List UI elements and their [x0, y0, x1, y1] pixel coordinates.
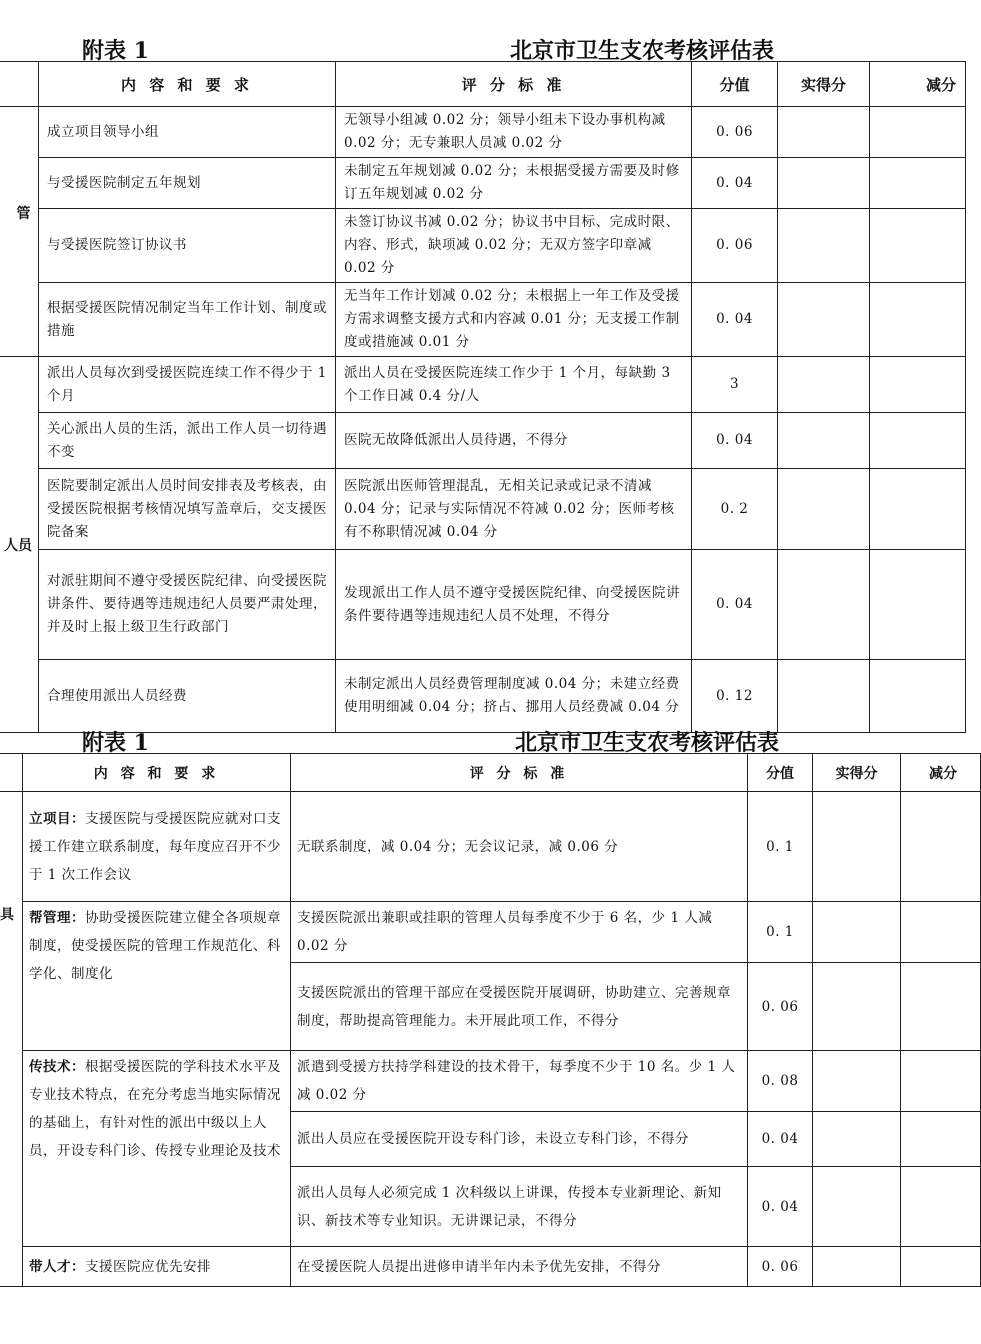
deduct-cell[interactable]: [901, 1051, 981, 1112]
row-score: 0. 04: [716, 596, 753, 612]
section-header: [0, 754, 23, 792]
table-row: [0, 283, 966, 357]
row-criteria: 医院无故降低派出人员待遇，不得分: [344, 432, 568, 448]
obtained-cell[interactable]: [813, 1112, 901, 1167]
table-row: [0, 107, 966, 158]
table-row: [0, 158, 966, 209]
obtained-cell[interactable]: [813, 1247, 901, 1287]
row-criteria: 在受援医院人员提出进修申请半年内未予优先安排，不得分: [297, 1258, 661, 1275]
obtained-cell[interactable]: [778, 158, 870, 209]
obtained-cell[interactable]: [813, 1051, 901, 1112]
deduct-cell[interactable]: [870, 469, 966, 550]
table-row: [0, 1247, 981, 1287]
obtained-cell[interactable]: [778, 660, 870, 733]
obtained-cell[interactable]: [813, 1167, 901, 1247]
obtained-cell[interactable]: [778, 413, 870, 469]
group-content-management: 帮管理：协助受援医院建立健全各项规章制度，使受援医院的管理工作规范化、科学化、制度化: [29, 910, 281, 982]
obtained-cell[interactable]: [778, 357, 870, 413]
row-score: 0. 06: [761, 998, 799, 1015]
deduct-cell[interactable]: [870, 550, 966, 660]
section-header: [0, 62, 39, 107]
deduct-cell[interactable]: [870, 660, 966, 733]
row-score: 0. 08: [761, 1073, 799, 1089]
page-title: 北京市卫生支农考核评估表: [510, 38, 775, 64]
obtained-cell[interactable]: [813, 963, 901, 1051]
row-score: 0. 06: [716, 123, 753, 140]
obtained-cell[interactable]: [778, 469, 870, 550]
row-score: 0. 12: [716, 687, 753, 704]
deduct-cell[interactable]: [870, 158, 966, 209]
row-content: 与受援医院制定五年规划: [47, 174, 201, 191]
row-content: 根据受援医院情况制定当年工作计划、制度或措施: [47, 299, 327, 339]
row-score: 3: [729, 376, 740, 392]
row-score: 0. 06: [761, 1258, 799, 1275]
row-content: 医院要制定派出人员时间安排表及考核表，由受援医院根据考核情况填写盖章后，交支援医院备案: [47, 477, 327, 540]
table-row: [0, 469, 966, 550]
table-row: [0, 209, 966, 283]
evaluation-table-1: [0, 61, 966, 733]
obtained-cell[interactable]: [813, 902, 901, 963]
row-score: 0. 04: [716, 174, 753, 191]
row-criteria: 无领导小组减 0.02 分；领导小组未下设办事机构减 0.02 分；无专兼职人员减 0.02 分: [344, 112, 666, 151]
deduct-cell[interactable]: [870, 209, 966, 283]
group-content-project: 立项目：支援医院与受援医院应就对口支援工作建立联系制度，每年度应召开不少于 1 次工作会议: [29, 810, 281, 883]
row-content: 合理使用派出人员经费: [47, 687, 187, 704]
table-row: [0, 792, 981, 902]
group-content-talent: 带人才：支援医院应优先安排: [29, 1258, 211, 1275]
row-score: 0. 1: [766, 838, 794, 855]
row-score: 0. 04: [716, 311, 753, 327]
row-criteria: 未签订协议书减 0.02 分；协议书中目标、完成时限、内容、形式，缺项减 0.02 分；无双方签字印章减 0.02 分: [344, 214, 680, 276]
deduct-cell[interactable]: [901, 902, 981, 963]
row-criteria: 支援医院派出兼职或挂职的管理人员每季度不少于 6 名，少 1 人减 0.02 分: [297, 910, 713, 954]
appendix-label-2: 附表 1: [82, 730, 149, 756]
header-deduct: 减分: [870, 62, 966, 107]
row-content: 派出人员每次到受援医院连续工作不得少于 1 个月: [47, 364, 327, 404]
table-row: [0, 550, 966, 660]
row-criteria: 支援医院派出的管理干部应在受援医院开展调研，协助建立、完善规章制度，帮助提高管理能力。未开展此项工作，不得分: [297, 984, 731, 1029]
section-label-personnel: 人员: [0, 357, 39, 733]
row-score: 0. 04: [761, 1198, 799, 1215]
deduct-cell[interactable]: [901, 1112, 981, 1167]
row-criteria: 派出人员在受援医院连续工作少于 1 个月，每缺勤 3 个工作日减 0.4 分/人: [344, 364, 671, 404]
deduct-cell[interactable]: [901, 1167, 981, 1247]
table-row: [0, 413, 966, 469]
obtained-cell[interactable]: [778, 107, 870, 158]
row-content: 对派驻期间不遵守受援医院纪律、向受援医院讲条件、要待遇等违规违纪人员要严肃处理，并及时上报上级卫生行政部门: [47, 573, 327, 635]
row-score: 0. 1: [766, 924, 794, 940]
table-row: [0, 1051, 981, 1112]
row-criteria: 医院派出医师管理混乱，无相关记录或记录不清减 0.04 分；记录与实际情况不符减 0.02 分；医师考核有不称职情况减 0.04 分: [344, 477, 675, 540]
header-score: 分值: [748, 754, 813, 792]
row-criteria: 未制定派出人员经费管理制度减 0.04 分；未建立经费使用明细减 0.04 分；挤占、挪用人员经费减 0.04 分: [344, 676, 680, 715]
obtained-cell[interactable]: [813, 792, 901, 902]
row-criteria: 无联系制度，减 0.04 分；无会议记录，减 0.06 分: [297, 838, 619, 855]
row-criteria: 派出人员每人必须完成 1 次科级以上讲课，传授本专业新理论、新知识、新技术等专业知识。无讲课记录，不得分: [297, 1184, 722, 1229]
obtained-cell[interactable]: [778, 550, 870, 660]
deduct-cell[interactable]: [901, 1247, 981, 1287]
row-criteria: 未制定五年规划减 0.02 分；未根据受援方需要及时修订五年规划减 0.02 分: [344, 163, 680, 202]
table-row: [0, 357, 966, 413]
deduct-cell[interactable]: [870, 107, 966, 158]
header-deduct: 减分: [901, 754, 981, 792]
obtained-cell[interactable]: [778, 283, 870, 357]
deduct-cell[interactable]: [870, 283, 966, 357]
row-content: 与受援医院签订协议书: [47, 237, 187, 253]
table-row: [0, 660, 966, 733]
table-row: [0, 902, 981, 963]
row-criteria: 发现派出工作人员不遵守受援医院纪律、向受援医院讲条件要待遇等违规违纪人员不处理，不得分: [344, 584, 680, 624]
row-score: 0. 2: [720, 500, 749, 517]
row-criteria: 派遣到受援方扶持学科建设的技术骨干，每季度不少于 10 名。少 1 人减 0.02 分: [297, 1059, 736, 1103]
row-score: 0. 06: [716, 237, 753, 253]
header-score: 分值: [692, 62, 778, 107]
row-content: 成立项目领导小组: [47, 123, 159, 140]
appendix-label: 附表 1: [82, 38, 149, 64]
section-label: 具: [0, 792, 23, 1287]
deduct-cell[interactable]: [901, 963, 981, 1051]
deduct-cell[interactable]: [870, 357, 966, 413]
evaluation-table-2: [0, 753, 981, 1287]
row-criteria: 无当年工作计划减 0.02 分；未根据上一年工作及受援方需求调整支援方式和内容减 0.01 分；无支援工作制度或措施减 0.01 分: [344, 288, 680, 350]
deduct-cell[interactable]: [870, 413, 966, 469]
obtained-cell[interactable]: [778, 209, 870, 283]
header-obtained: 实得分: [778, 62, 870, 107]
row-score: 0. 04: [716, 432, 753, 448]
row-criteria: 派出人员应在受援医院开设专科门诊，未设立专科门诊，不得分: [297, 1131, 689, 1147]
group-content-technology: 传技术：根据受援医院的学科技术水平及专业技术特点，在充分考虑当地实际情况的基础上，有针对性的派出中级以上人员，开设专科门诊、传授专业理论及技术: [29, 1059, 281, 1159]
header-criteria: 评 分 标 准: [291, 754, 748, 792]
header-criteria: 评 分 标 准: [336, 62, 692, 107]
section-label-management: 管: [0, 107, 39, 357]
row-content: 关心派出人员的生活，派出工作人员一切待遇不变: [47, 420, 327, 460]
row-score: 0. 04: [761, 1131, 799, 1147]
header-content: 内 容 和 要 求: [39, 62, 336, 107]
deduct-cell[interactable]: [901, 792, 981, 902]
header-obtained: 实得分: [813, 754, 901, 792]
header-content: 内 容 和 要 求: [23, 754, 291, 792]
page-title-2: 北京市卫生支农考核评估表: [515, 730, 780, 756]
